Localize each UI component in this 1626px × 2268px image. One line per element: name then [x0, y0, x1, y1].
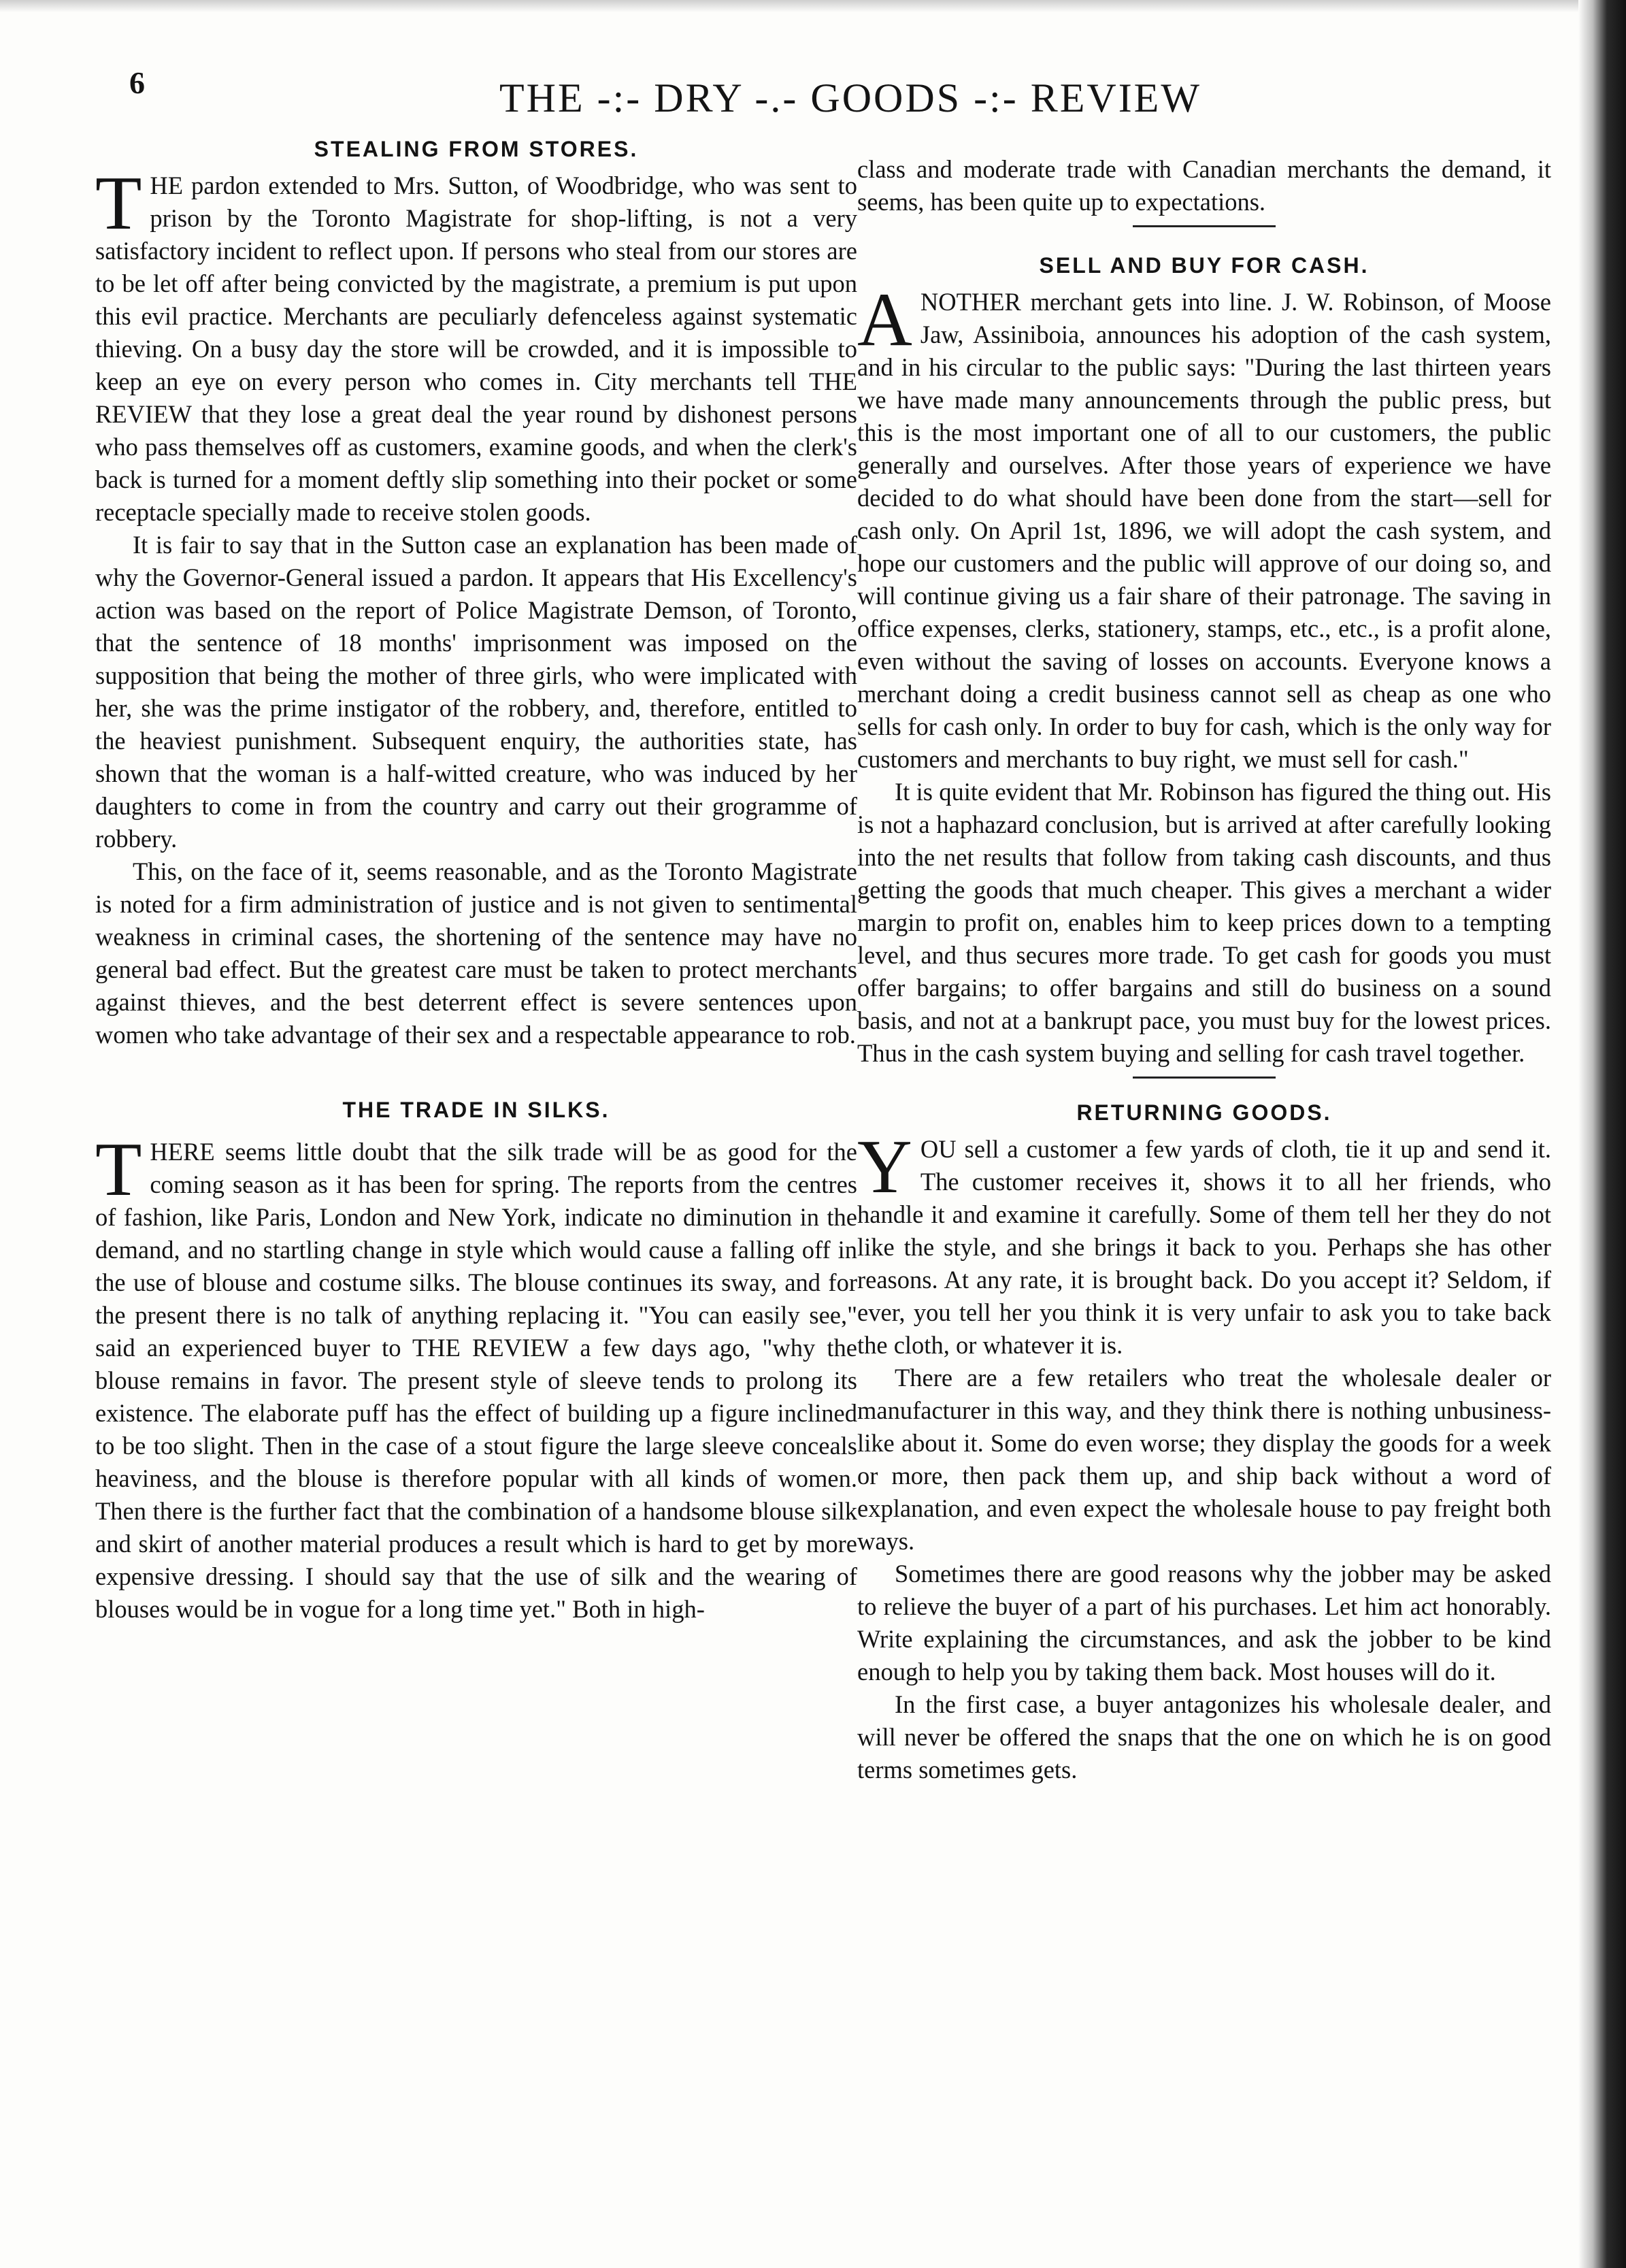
article-paragraph: YOU sell a customer a few yards of cloth, tie it up and send it. The customer receives it, shows it to all her friends, who handle it and examine it carefully. Some of them tell her they do not like the style, and she brings it back to you. Perhaps she has other reasons. At any rate, it is brought back. Do you accept it? Seldom, if ever, you tell her you think it is very unfair to ask you to take back the cloth, or whatever it is.: [857, 1125, 1551, 1359]
scan-binding-edge: [1578, 0, 1626, 2268]
section-divider: [1133, 225, 1276, 227]
right-column: [857, 153, 1551, 1786]
article-paragraph: THERE seems little doubt that the silk trade will be as good for the coming season as it has been for spring. The reports from the centres of fashion, like Paris, London and New York, indicate no diminution in the demand, and no startling change in style which would cause a falling off in the use of blouse and costume silks. The blouse continues its sway, and for the present there is no talk of anything replacing it. "You can easily see," said an experienced buyer to THE REVIEW a few days ago, "why the blouse remains in favor. The present style of sleeve tends to prolong its existence. The elaborate puff has the effect of building up a figure inclined to be too slight. Then in the case of a stout figure the large sleeve conceals heaviness, and the blouse is therefore popular with all kinds of women. Then there is the further fact that the combination of a handsome blouse silk and skirt of another material produces a result which is hard to get by more expensive dressing. I should say that the use of silk and the wearing of blouses would be in vogue for a long time yet." Both in high-: [95, 1128, 857, 1623]
article-paragraph: Sometimes there are good reasons why the jobber may be asked to relieve the buyer of a part of his purchases. Let him act honorably. Write explaining the circumstances, and ask the jobber to be kind enough to help you by taking them back. Most houses will do it.: [857, 1560, 1551, 1686]
article-paragraph: THE pardon extended to Mrs. Sutton, of Woodbridge, who was sent to prison by the Toronto Magistrate for shop-lifting, is not a very satisfactory incident to reflect upon. If persons who steal from our stores are to be let off after being convicted by the magistrate, a premium is put upon this evil practice. Merchants are peculiarly defenceless against systematic thieving. On a busy day the store will be crowded, and it is impossible to keep an eye on every person who comes in. City merchants tell THE REVIEW that they lose a great deal the year round by dishonest persons who pass themselves off as customers, examine goods, and when the clerk's back is turned for a moment deftly slip something into their pocket or some receptacle specially made to receive stolen goods.: [95, 161, 857, 526]
article-title-silks: THE TRADE IN SILKS.: [342, 1098, 610, 1122]
article-paragraph: It is quite evident that Mr. Robinson has figured the thing out. His is not a haphazard conclusion, but is arrived at after carefully looking into the net results that follow from taking cash discounts, and thus getting the goods that much cheaper. This gives a merchant a wider margin to profit on, enables him to keep prices down to a tempting level, and thus secures more trade. To get cash for goods you must offer bargains; to offer bargains and still do business on a sound basis, and not at a bankrupt pace, you must buy for the lowest prices. Thus in the cash system buying and selling for cash travel together.: [857, 778, 1551, 1067]
drop-cap: T: [95, 1128, 142, 1212]
page-number: 6: [129, 65, 145, 100]
article-title-returning: RETURNING GOODS.: [1076, 1100, 1332, 1125]
scan-shadow-top: [0, 0, 1626, 12]
article-paragraph: It is fair to say that in the Sutton case an explanation has been made of why the Governor-General issued a pardon. It appears that His Excellency's action was based on the report of Police Magistrate Demson, of Toronto, that the sentence of 18 months' imprisonment was imposed on the supposition that being the mother of three girls, who were implicated with her, she was the prime instigator of the robbery, and, therefore, entitled to the heaviest punishment. Subsequent enquiry, the authorities state, has shown that the woman is a half-witted creature, who was induced by her daughters to come in from the country and carry out their grogramme of robbery.: [95, 531, 857, 853]
masthead-title: THE -:- DRY -.- GOODS -:- REVIEW: [499, 76, 1201, 120]
drop-cap: A: [857, 278, 912, 362]
drop-cap: T: [95, 161, 142, 246]
drop-cap: Y: [857, 1125, 912, 1209]
article-title-cash: SELL AND BUY FOR CASH.: [1039, 253, 1370, 278]
article-title-stealing: STEALING FROM STORES.: [314, 137, 639, 161]
article-paragraph: This, on the face of it, seems reasonable, and as the Toronto Magistrate is noted for a firm administration of justice and is not given to sentimental weakness in criminal cases, the shortening of the sentence may have no general bad effect. But the greatest care must be taken to protect merchants against thieves, and the best deterrent effect is severe sentences upon women who take advantage of their sex and a respectable appearance to rob.: [95, 857, 857, 1049]
article-paragraph: In the first case, a buyer antagonizes his wholesale dealer, and will never be offered the snaps that the one on which he is on good terms sometimes gets.: [857, 1690, 1551, 1784]
article-paragraph: ANOTHER merchant gets into line. J. W. Robinson, of Moose Jaw, Assiniboia, announces his adoption of the cash system, and in his circular to the public says: "During the last thirteen years we have made many announcements through the public press, but this is the most important one of all to our customers, the public generally and ourselves. After those years of experience we have decided to do what should have been done from the start—sell for cash only. On April 1st, 1896, we will adopt the cash system, and hope our customers and the public will approve of our doing so, and will continue giving us a fair share of their patronage. The saving in office expenses, clerks, stationery, stamps, etc., etc., is a profit alone, even without the saving of losses on accounts. Everyone knows a merchant doing a credit business cannot sell as cheap as one who sells for cash only. In order to buy for cash, which is the only way for customers and merchants to buy right, we must sell for cash.": [857, 278, 1551, 773]
left-column: [95, 133, 857, 1626]
article-paragraph: There are a few retailers who treat the wholesale dealer or manufacturer in this way, and they think there is nothing unbusiness-like about it. Some do even worse; they display the goods for a week or more, then pack them up, and ship back without a word of explanation, and even expect the wholesale house to pay freight both ways.: [857, 1364, 1551, 1555]
article-continuation: class and moderate trade with Canadian merchants the demand, it seems, has been quite up to expectations.: [857, 155, 1551, 216]
section-divider: [1133, 1077, 1276, 1079]
